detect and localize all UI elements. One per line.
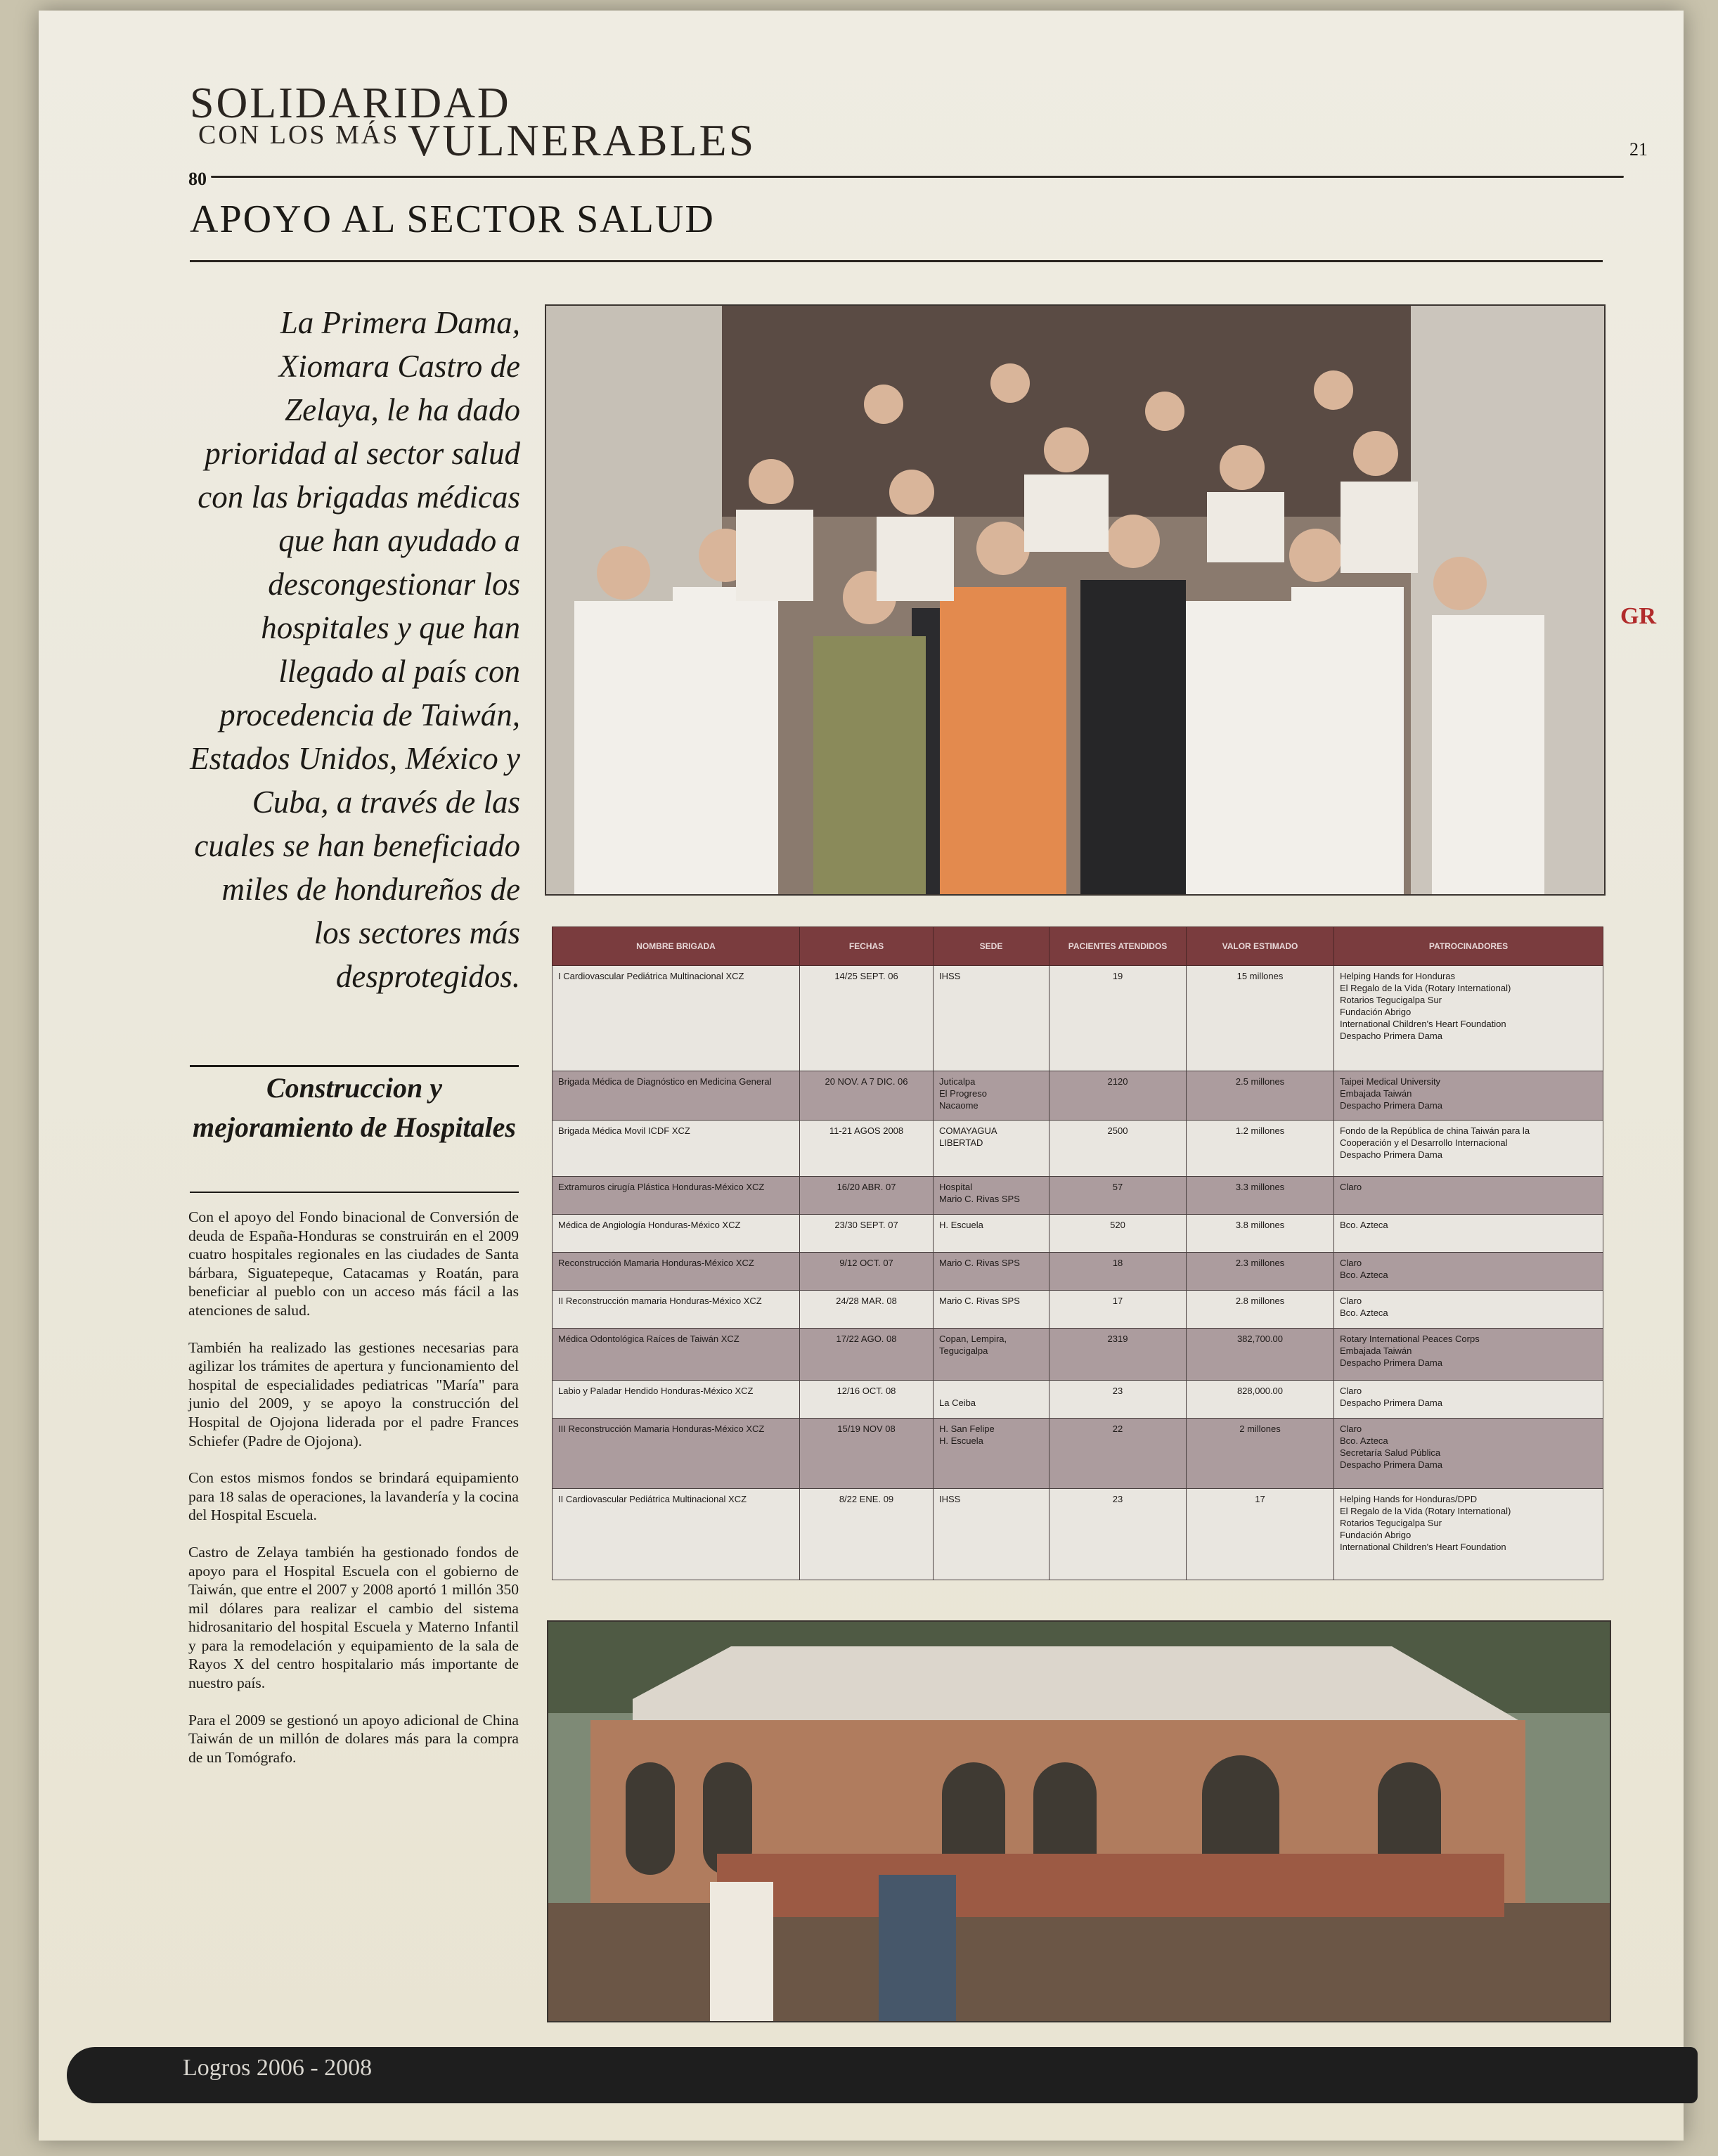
sponsor-line: Claro [1340,1424,1362,1434]
table-header-row [553,927,1603,966]
cell-patrocinadores [1334,1071,1603,1121]
sponsor-line: Cooperación y el Desarrollo Internacional [1340,1137,1508,1148]
sponsor-line: International Children's Heart Foundation [1340,1542,1506,1552]
body-paragraph: Con el apoyo del Fondo binacional de Conversión de deuda de España-Honduras se construirán en el 2009 cuatro hospitales regionales en las ciudades de Santa bárbara, Siguatepeque, Catacamas y Roatán, para beneficiar al pueblo con un acceso más fácil a las atenciones de salud. [188,1208,519,1319]
table-row [553,1177,1603,1215]
cell-sede: La Ceiba [934,1381,1049,1419]
cell-sede: Hospital Mario C. Rivas SPS [934,1177,1049,1215]
header-vulnerables: VULNERABLES [408,115,756,165]
table-row [553,1253,1603,1291]
sponsor-line: Helping Hands for Honduras/DPD [1340,1494,1478,1504]
cell-patrocinadores [1334,1329,1603,1381]
cell-brigada: Reconstrucción Mamaria Honduras-México XCZ [553,1253,800,1291]
cell-brigada: Médica Odontológica Raíces de Taiwán XCZ [553,1329,800,1381]
cell-brigada: II Cardiovascular Pediátrica Multinacional XCZ [553,1489,800,1580]
sponsor-line: Fondo de la República de china Taiwán para la [1340,1125,1530,1136]
body-paragraph: Con estos mismos fondos se brindará equipamiento para 18 salas de operaciones, la lavandería y la cocina del Hospital Escuela. [188,1469,519,1524]
cell-sede: H. San Felipe H. Escuela [934,1419,1049,1489]
cell-sede: Mario C. Rivas SPS [934,1291,1049,1329]
cell-fechas: 20 NOV. A 7 DIC. 06 [800,1071,934,1121]
sponsor-line: Embajada Taiwán [1340,1345,1412,1356]
cell-brigada: II Reconstrucción mamaria Honduras-México XCZ [553,1291,800,1329]
col-header-fechas: FECHAS [800,927,934,966]
sponsor-line: El Regalo de la Vida (Rotary International) [1340,1506,1511,1516]
body-paragraph: Castro de Zelaya también ha gestionado fondos de apoyo para el Hospital Escuela con el gobierno de Taiwán, que entre el 2007 y 2008 aportó 1 millón 350 mil dólares para realizar el cambio del sistema hidrosanitario del hospital Escuela y Materno Infantil y para la remodelación y equipamiento de la sala de Rayos X del centro hospitalario más importante de nuestro país. [188,1543,519,1692]
cell-fechas: 8/22 ENE. 09 [800,1489,934,1580]
table-row [553,1121,1603,1177]
sponsor-line: Bco. Azteca [1340,1220,1388,1230]
group-photo [545,304,1606,896]
brigades-table [552,927,1603,1580]
col-header-pacientes: PACIENTES ATENDIDOS [1049,927,1187,966]
sponsor-line: Fundación Abrigo [1340,1530,1412,1540]
cell-pacientes: 23 [1049,1489,1187,1580]
cell-fechas: 9/12 OCT. 07 [800,1253,934,1291]
header-solidaridad: SOLIDARIDAD [190,79,511,127]
sponsor-line: El Regalo de la Vida (Rotary International) [1340,983,1511,993]
cell-patrocinadores [1334,1215,1603,1253]
cell-sede: COMAYAGUA LIBERTAD [934,1121,1049,1177]
cell-sede: Mario C. Rivas SPS [934,1253,1049,1291]
hospital-photo [547,1620,1611,2022]
cell-patrocinadores [1334,1381,1603,1419]
subhead-rule-top [190,1065,519,1067]
sponsor-line: Bco. Azteca [1340,1308,1388,1318]
cell-valor: 828,000.00 [1187,1381,1334,1419]
sponsor-line: Rotarios Tegucigalpa Sur [1340,995,1442,1005]
title-rule [190,260,1603,262]
sponsor-line: Claro [1340,1258,1362,1268]
table-row [553,966,1603,1071]
cell-fechas: 23/30 SEPT. 07 [800,1215,934,1253]
cell-pacientes: 17 [1049,1291,1187,1329]
section-mark: 80 [188,169,207,189]
brigades-table-grid [552,927,1603,1580]
sponsor-line: Taipei Medical University [1340,1076,1441,1087]
footer-text: Logros 2006 - 2008 [183,2055,373,2081]
cell-valor: 2.8 millones [1187,1291,1334,1329]
cell-fechas: 12/16 OCT. 08 [800,1381,934,1419]
cell-pacientes: 2319 [1049,1329,1187,1381]
cell-sede: IHSS [934,966,1049,1071]
col-header-patrocinadores: PATROCINADORES [1334,927,1603,966]
cell-pacientes: 18 [1049,1253,1187,1291]
group-photo-illustration [546,306,1604,894]
cell-brigada: Brigada Médica de Diagnóstico en Medicina General [553,1071,800,1121]
sponsor-line: Claro [1340,1296,1362,1306]
sponsor-line: International Children's Heart Foundation [1340,1019,1506,1029]
cell-patrocinadores [1334,1419,1603,1489]
table-row [553,1215,1603,1253]
cell-patrocinadores [1334,1177,1603,1215]
col-header-valor: VALOR ESTIMADO [1187,927,1334,966]
cell-brigada: Labio y Paladar Hendido Honduras-México XCZ [553,1381,800,1419]
cell-fechas: 16/20 ABR. 07 [800,1177,934,1215]
cell-patrocinadores [1334,966,1603,1071]
cell-fechas: 15/19 NOV 08 [800,1419,934,1489]
sponsor-line: Despacho Primera Dama [1340,1459,1442,1470]
lead-quote: La Primera Dama, Xiomara Castro de Zelaya, le ha dado prioridad al sector salud con las brigadas médicas que han ayudado a descongestionar los hospitales y que han llegado al país con procedencia de Taiwán, Estados Unidos, México y Cuba, a través de las cuales se han beneficiado miles de hondureños de los sectores más desprotegidos. [190,305,520,994]
cell-sede: Juticalpa El Progreso Nacaome [934,1071,1049,1121]
cell-brigada: I Cardiovascular Pediátrica Multinacional XCZ [553,966,800,1071]
cell-valor: 2.3 millones [1187,1253,1334,1291]
cell-fechas: 17/22 AGO. 08 [800,1329,934,1381]
cell-brigada: Médica de Angiología Honduras-México XCZ [553,1215,800,1253]
sponsor-line: Claro [1340,1386,1362,1396]
cell-fechas: 14/25 SEPT. 06 [800,966,934,1071]
body-paragraph: Para el 2009 se gestionó un apoyo adicional de China Taiwán de un millón de dolares más para la compra de un Tomógrafo. [188,1711,519,1766]
sponsor-line: Despacho Primera Dama [1340,1149,1442,1160]
cell-fechas: 24/28 MAR. 08 [800,1291,934,1329]
cell-pacientes: 23 [1049,1381,1187,1419]
cell-brigada: Extramuros cirugía Plástica Honduras-México XCZ [553,1177,800,1215]
cell-valor: 2.5 millones [1187,1071,1334,1121]
cell-patrocinadores [1334,1291,1603,1329]
cell-pacientes: 57 [1049,1177,1187,1215]
cell-patrocinadores [1334,1489,1603,1580]
sponsor-line: Fundación Abrigo [1340,1007,1412,1017]
body-text [188,1208,519,1785]
subheading: Construccion y mejoramiento de Hospitales [193,1072,516,1143]
body-paragraph: También ha realizado las gestiones necesarias para agilizar los trámites de apertura y funcionamiento del hospital de especialidades pediatricas "María" para junio del 2009, y se apoyo la construcción del Hospital de Ojojona liderada por el padre Frances Schiefer (Padre de Ojojona). [188,1338,519,1450]
table-row [553,1489,1603,1580]
table-row [553,1071,1603,1121]
sponsor-line: Despacho Primera Dama [1340,1397,1442,1408]
section-title: APOYO AL SECTOR SALUD [190,198,715,241]
sponsor-line: Bco. Azteca [1340,1435,1388,1446]
cell-pacientes: 2500 [1049,1121,1187,1177]
sponsor-line: Despacho Primera Dama [1340,1100,1442,1111]
cell-sede: H. Escuela [934,1215,1049,1253]
cell-valor: 17 [1187,1489,1334,1580]
cell-brigada: III Reconstrucción Mamaria Honduras-México XCZ [553,1419,800,1489]
sponsor-line: Rotary International Peaces Corps [1340,1334,1480,1344]
cell-brigada: Brigada Médica Movil ICDF XCZ [553,1121,800,1177]
cell-pacientes: 520 [1049,1215,1187,1253]
page-number: 21 [1629,139,1648,160]
col-header-brigada: NOMBRE BRIGADA [553,927,800,966]
sponsor-line: Claro [1340,1182,1362,1192]
cell-valor: 2 millones [1187,1419,1334,1489]
cell-sede: Copan, Lempira, Tegucigalpa [934,1329,1049,1381]
cell-valor: 3.3 millones [1187,1177,1334,1215]
cell-sede: IHSS [934,1489,1049,1580]
sponsor-line: Bco. Azteca [1340,1270,1388,1280]
table-body [553,966,1603,1580]
cell-valor: 3.8 millones [1187,1215,1334,1253]
cell-patrocinadores [1334,1121,1603,1177]
sponsor-line: Rotarios Tegucigalpa Sur [1340,1518,1442,1528]
cell-valor: 382,700.00 [1187,1329,1334,1381]
cell-patrocinadores [1334,1253,1603,1291]
hospital-photo-illustration [548,1622,1610,2021]
cell-valor: 15 millones [1187,966,1334,1071]
cell-pacientes: 19 [1049,966,1187,1071]
table-row [553,1329,1603,1381]
table-row [553,1291,1603,1329]
cell-pacientes: 2120 [1049,1071,1187,1121]
sponsor-line: Embajada Taiwán [1340,1088,1412,1099]
sponsor-line: Despacho Primera Dama [1340,1357,1442,1368]
cell-valor: 1.2 millones [1187,1121,1334,1177]
table-row [553,1381,1603,1419]
header-con-los-mas: CON LOS MÁS [198,120,400,150]
cell-pacientes: 22 [1049,1419,1187,1489]
col-header-sede: SEDE [934,927,1049,966]
side-mark: GR [1620,603,1656,629]
sponsor-line: Despacho Primera Dama [1340,1031,1442,1041]
header-rule [211,176,1624,178]
sponsor-line: Secretaría Salud Pública [1340,1447,1441,1458]
subhead-rule-bottom [190,1192,519,1193]
cell-fechas: 11-21 AGOS 2008 [800,1121,934,1177]
table-row [553,1419,1603,1489]
sponsor-line: Helping Hands for Honduras [1340,971,1456,981]
